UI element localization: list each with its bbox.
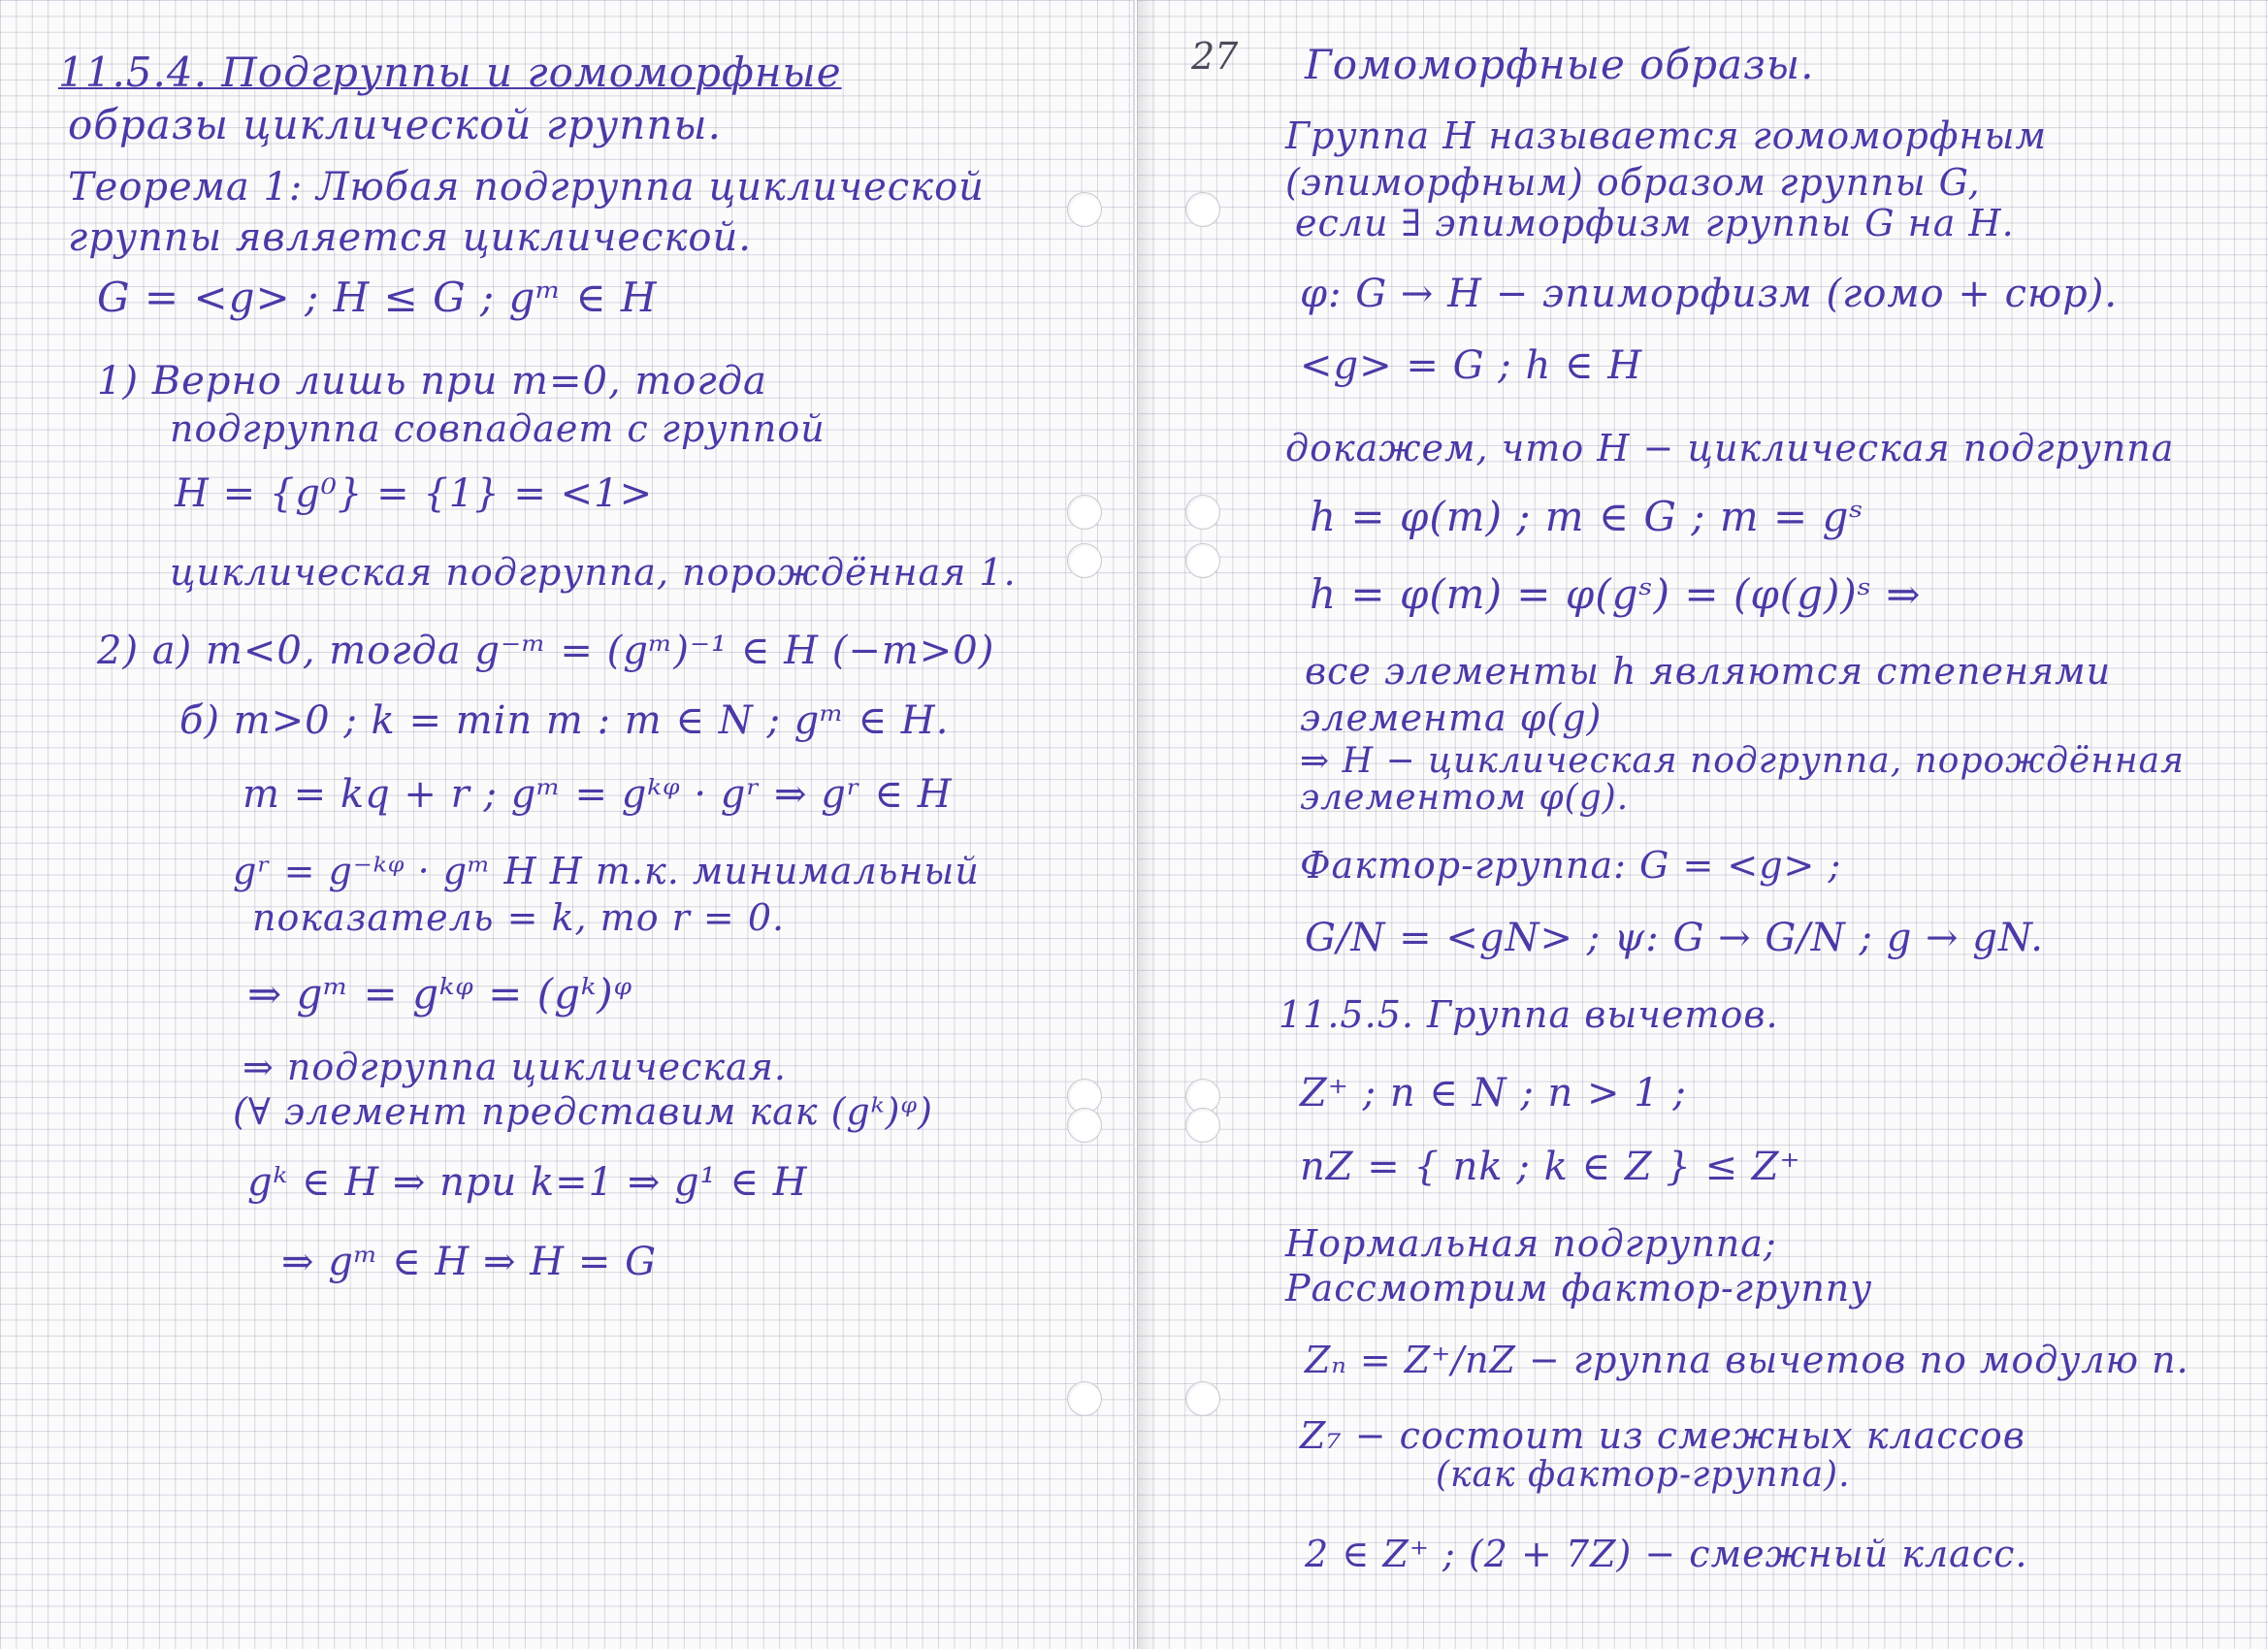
case-2b-formula: б) m>0 ; k = min m : m ∈ N ; gᵐ ∈ H. [179, 698, 950, 743]
powers-statement-cont: элемента φ(g) [1300, 696, 1603, 739]
epimorphism-formula: φ: G → H − эпиморфизм (гомо + сюр). [1300, 272, 2119, 316]
case-1-text-cont: подгруппа совпадает с группой [170, 407, 826, 450]
binder-hole [1185, 543, 1220, 578]
binder-hole [1067, 495, 1102, 530]
theorem-statement-cont: группы является циклической. [68, 215, 752, 260]
zn-formula: Zₙ = Z⁺/nZ − группа вычетов по модулю n. [1305, 1339, 2189, 1381]
factor-group-def: Фактор-группа: G = <g> ; [1300, 844, 1842, 887]
conclusion-cyclic: ⇒ подгруппа циклическая. [243, 1046, 787, 1088]
division-formula: m = kq + r ; gᵐ = gᵏᵠ · gʳ ⇒ gʳ ∈ H [243, 772, 953, 817]
given-formula: G = <g> ; H ≤ G ; gᵐ ∈ H [97, 274, 658, 321]
definition-text: Группа H называется гомоморфным [1285, 114, 2048, 157]
binder-hole [1185, 495, 1220, 530]
powers-statement: все элементы h являются степенями [1305, 650, 2112, 693]
binder-hole [1067, 1381, 1102, 1416]
coset-example: 2 ∈ Z⁺ ; (2 + 7Z) − смежный класс. [1305, 1533, 2028, 1575]
proof-statement: докажем, что H − циклическая подгруппа [1285, 427, 2175, 469]
h-power-formula: h = φ(m) = φ(gˢ) = (φ(g))ˢ ⇒ [1310, 570, 1922, 618]
normal-subgroup-text: Нормальная подгруппа; [1285, 1222, 1777, 1265]
case-1-text: 1) Верно лишь при m=0, тогда [97, 359, 767, 404]
page-number: 27 [1191, 35, 1239, 78]
binder-hole [1185, 192, 1220, 227]
nz-formula: nZ = { nk ; k ∈ Z } ≤ Z⁺ [1300, 1145, 1801, 1189]
theorem-statement: Теорема 1: Любая подгруппа циклической [68, 165, 985, 210]
definition-text-cont2: если ∃ эпиморфизм группы G на H. [1295, 202, 2015, 244]
residue-section-heading: 11.5.5. Группа вычетов. [1279, 993, 1779, 1036]
binder-hole [1067, 543, 1102, 578]
binding-shadow [1137, 0, 1156, 1649]
generator-formula-right: <g> = G ; h ∈ H [1300, 343, 1643, 388]
factor-group-formula: G/N = <gN> ; ψ: G → G/N ; g → gN. [1305, 916, 2045, 960]
cyclic-conclusion: ⇒ H − циклическая подгруппа, порождённая [1300, 741, 2185, 781]
section-heading-cont: образы циклической группы. [68, 101, 722, 148]
conclusion-note: (∀ элемент представим как (gᵏ)ᵠ) [233, 1090, 933, 1133]
binder-hole [1067, 1108, 1102, 1143]
section-heading: 11.5.4. Подгруппы и гомоморфные [58, 48, 842, 96]
generator-formula: gᵏ ∈ H ⇒ при k=1 ⇒ g¹ ∈ H [247, 1160, 808, 1205]
right-notebook-page [1137, 0, 2268, 1649]
case-2a-formula: 2) а) m<0, тогда g⁻ᵐ = (gᵐ)⁻¹ ∈ H (−m>0) [97, 629, 995, 673]
remainder-formula: gʳ = g⁻ᵏᵠ · gᵐ H H т.к. минимальный [233, 850, 980, 892]
binder-hole [1185, 1381, 1220, 1416]
right-heading: Гомоморфные образы. [1305, 41, 1815, 88]
definition-text-cont: (эпиморфным) образом группы G, [1285, 161, 1981, 204]
z7-statement: Z₇ − состоит из смежных классов [1300, 1414, 2025, 1457]
final-conclusion: ⇒ gᵐ ∈ H ⇒ H = G [281, 1240, 658, 1284]
z7-statement-cont: (как фактор-группа). [1436, 1455, 1851, 1495]
binder-hole [1067, 192, 1102, 227]
cyclic-conclusion-cont: элементом φ(g). [1300, 778, 1630, 818]
h-definition-formula: h = φ(m) ; m ∈ G ; m = gˢ [1310, 493, 1864, 540]
remainder-reason: показатель = k, то r = 0. [252, 896, 786, 939]
case-1-conclusion: циклическая подгруппа, порождённая 1. [170, 551, 1017, 594]
power-formula: ⇒ gᵐ = gᵏᵠ = (gᵏ)ᵠ [247, 970, 633, 1018]
integers-formula: Z⁺ ; n ∈ N ; n > 1 ; [1300, 1071, 1687, 1116]
case-1-formula: H = {g⁰} = {1} = <1> [175, 471, 654, 516]
consider-factor-text: Рассмотрим фактор-группу [1285, 1267, 1873, 1310]
binder-hole [1185, 1108, 1220, 1143]
